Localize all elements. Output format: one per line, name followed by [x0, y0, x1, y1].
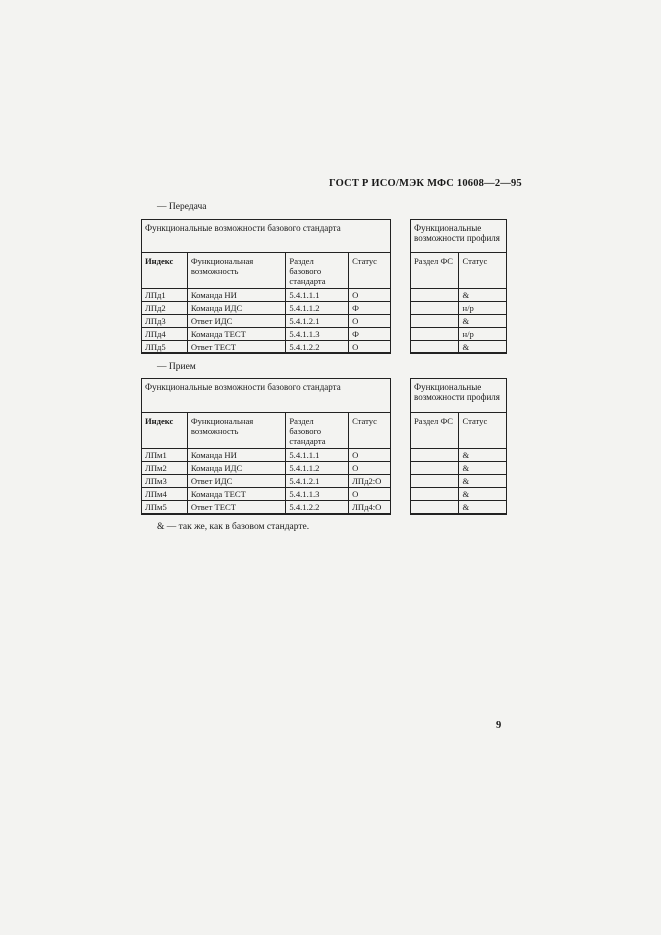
capability-cell: Команда НИ [187, 289, 286, 302]
table-row [411, 475, 507, 488]
profile-status-cell: & [459, 488, 507, 501]
column-header: Статус [349, 253, 391, 289]
profile-status-cell: н/р [459, 302, 507, 315]
column-header: Статус [459, 253, 507, 289]
profile-caption: Функциональные возможности профиля [414, 223, 500, 243]
table-header-row [411, 413, 507, 449]
capability-cell: Команда ТЕСТ [187, 328, 286, 341]
base-standard-table [141, 412, 391, 514]
column-header: Раздел базового стандарта [286, 253, 349, 289]
clause-cell: 5.4.1.1.3 [286, 328, 349, 341]
base-standard-table [141, 252, 391, 354]
index-cell: ЛПм4 [142, 488, 188, 501]
profile-clause-cell [411, 302, 459, 315]
index-cell: ЛПд4 [142, 328, 188, 341]
base-standard-caption: Функциональные возможности базового стандарта [145, 223, 341, 233]
profile-clause-cell [411, 449, 459, 462]
profile-clause-cell [411, 501, 459, 514]
base-standard-caption: Функциональные возможности базового стандарта [145, 382, 341, 392]
profile-status-cell: н/р [459, 328, 507, 341]
section-label-receive: — Прием [157, 362, 196, 372]
profile-clause-cell [411, 475, 459, 488]
profile-clause-cell [411, 341, 459, 354]
status-cell: ЛПд2:О [349, 475, 391, 488]
column-header: Раздел ФС [411, 253, 459, 289]
profile-box-transmit [410, 219, 507, 353]
clause-cell: 5.4.1.1.1 [286, 289, 349, 302]
column-header: Индекс [142, 253, 188, 289]
profile-box-receive [410, 378, 507, 515]
page-number: 9 [496, 720, 502, 731]
index-cell: ЛПм5 [142, 501, 188, 514]
clause-cell: 5.4.1.2.2 [286, 501, 349, 514]
profile-table [410, 252, 507, 354]
profile-table [410, 412, 507, 514]
index-cell: ЛПм2 [142, 462, 188, 475]
capability-cell: Ответ ТЕСТ [187, 501, 286, 514]
clause-cell: 5.4.1.1.2 [286, 302, 349, 315]
status-cell: О [349, 315, 391, 328]
table-row [142, 302, 391, 315]
status-cell: Ф [349, 328, 391, 341]
capability-cell: Ответ ИДС [187, 475, 286, 488]
index-cell: ЛПм1 [142, 449, 188, 462]
profile-status-cell: & [459, 475, 507, 488]
status-cell: О [349, 488, 391, 501]
table-row [411, 449, 507, 462]
profile-clause-cell [411, 488, 459, 501]
profile-status-cell: & [459, 462, 507, 475]
profile-caption: Функциональные возможности профиля [414, 382, 500, 402]
column-header: Раздел ФС [411, 413, 459, 449]
index-cell: ЛПд2 [142, 302, 188, 315]
status-cell: О [349, 462, 391, 475]
capability-cell: Команда ИДС [187, 462, 286, 475]
table-row [142, 488, 391, 501]
document-header: ГОСТ Р ИСО/МЭК МФС 10608—2—95 [329, 178, 522, 189]
table-row [142, 449, 391, 462]
profile-status-cell: & [459, 501, 507, 514]
table-row [411, 328, 507, 341]
table-row [411, 341, 507, 354]
section-label-transmit: — Передача [157, 202, 207, 212]
capability-cell: Команда ТЕСТ [187, 488, 286, 501]
base-standard-box-receive [141, 378, 391, 515]
clause-cell: 5.4.1.1.3 [286, 488, 349, 501]
index-cell: ЛПм3 [142, 475, 188, 488]
profile-clause-cell [411, 462, 459, 475]
column-header: Статус [349, 413, 391, 449]
status-cell: О [349, 341, 391, 354]
table-row [411, 488, 507, 501]
table-header-row [142, 253, 391, 289]
base-standard-box-transmit [141, 219, 391, 353]
table-row [411, 302, 507, 315]
table-header-row [411, 253, 507, 289]
status-cell: Ф [349, 302, 391, 315]
status-cell: О [349, 289, 391, 302]
column-header: Функциональная возможность [187, 413, 286, 449]
capability-cell: Команда ИДС [187, 302, 286, 315]
table-row [142, 462, 391, 475]
clause-cell: 5.4.1.1.1 [286, 449, 349, 462]
index-cell: ЛПд5 [142, 341, 188, 354]
column-header: Статус [459, 413, 507, 449]
column-header: Раздел базового стандарта [286, 413, 349, 449]
table-row [411, 462, 507, 475]
table-row [411, 501, 507, 514]
capability-cell: Ответ ТЕСТ [187, 341, 286, 354]
profile-status-cell: & [459, 289, 507, 302]
table-row [411, 289, 507, 302]
index-cell: ЛПд3 [142, 315, 188, 328]
column-header: Индекс [142, 413, 188, 449]
table-row [142, 475, 391, 488]
table-header-row [142, 413, 391, 449]
capability-cell: Команда НИ [187, 449, 286, 462]
status-cell: ЛПд4:О [349, 501, 391, 514]
profile-status-cell: & [459, 341, 507, 354]
profile-clause-cell [411, 315, 459, 328]
capability-cell: Ответ ИДС [187, 315, 286, 328]
table-row [142, 289, 391, 302]
clause-cell: 5.4.1.2.2 [286, 341, 349, 354]
clause-cell: 5.4.1.1.2 [286, 462, 349, 475]
profile-clause-cell [411, 289, 459, 302]
table-row [142, 315, 391, 328]
table-row [142, 501, 391, 514]
profile-clause-cell [411, 328, 459, 341]
clause-cell: 5.4.1.2.1 [286, 475, 349, 488]
profile-status-cell: & [459, 449, 507, 462]
footnote: & — так же, как в базовом стандарте. [157, 522, 310, 532]
table-row [142, 328, 391, 341]
index-cell: ЛПд1 [142, 289, 188, 302]
column-header: Функциональная возможность [187, 253, 286, 289]
status-cell: О [349, 449, 391, 462]
clause-cell: 5.4.1.2.1 [286, 315, 349, 328]
table-row [142, 341, 391, 354]
profile-status-cell: & [459, 315, 507, 328]
table-row [411, 315, 507, 328]
